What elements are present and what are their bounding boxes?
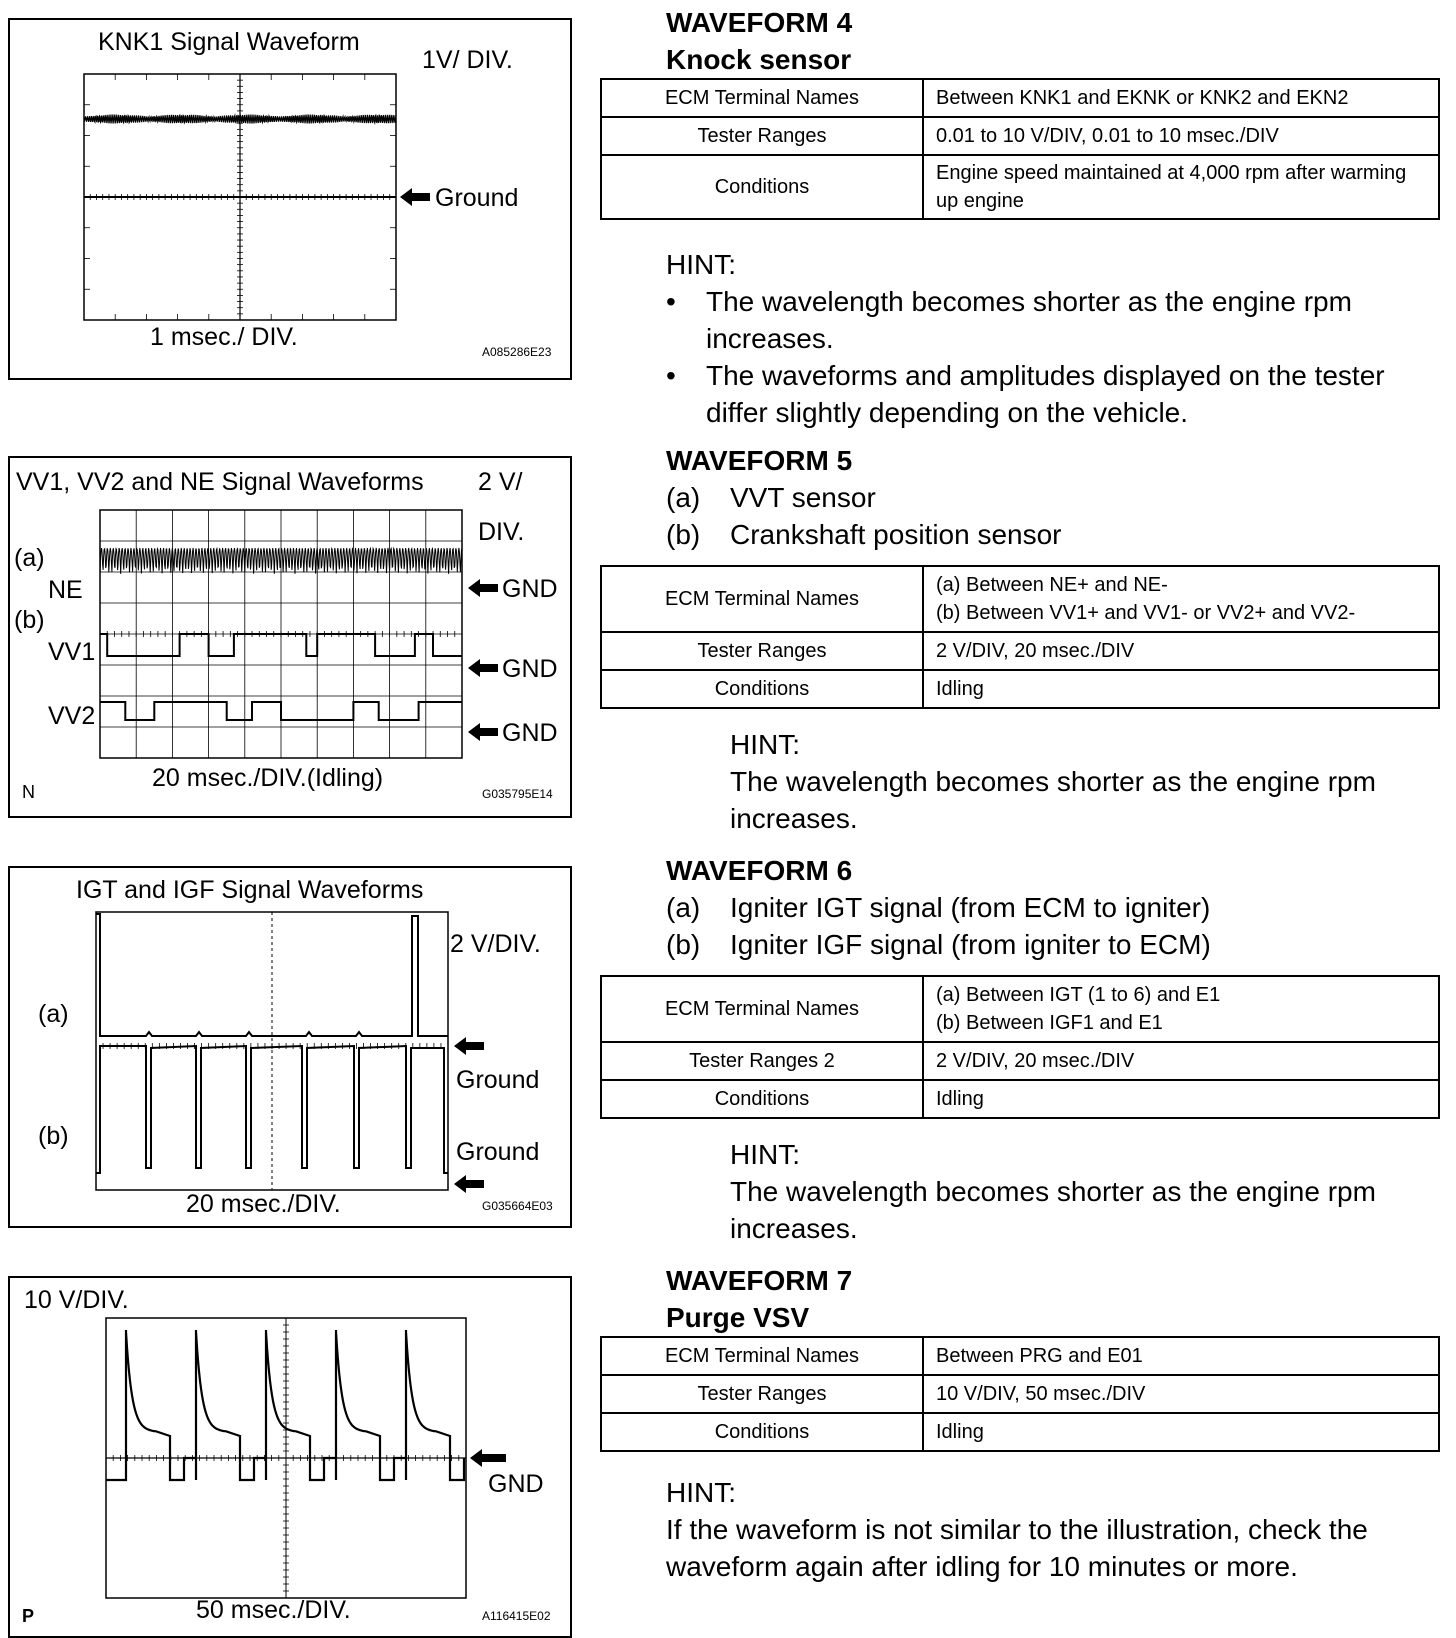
- table-row: [601, 632, 1439, 670]
- table-row: [601, 566, 1439, 632]
- igt-label-a: (a): [38, 1000, 69, 1028]
- spec-key: Tester Ranges: [601, 117, 923, 155]
- igt-igf-scale-v: 2 V/DIV.: [450, 930, 541, 958]
- vv-ne-corner-letter: N: [22, 782, 35, 802]
- spec-value: Engine speed maintained at 4,000 rpm after warming up engine: [923, 155, 1439, 219]
- waveform7-subtitle: Purge VSV: [666, 1302, 810, 1333]
- waveform4-title: WAVEFORM 4: [666, 7, 853, 38]
- spec-value-line: (b) Between VV1+ and VV1- or VV2+ and VV2-: [936, 602, 1356, 624]
- vv-ne-scale-t: 20 msec./DIV.(Idling): [152, 764, 384, 792]
- item-text: Crankshaft position sensor: [730, 519, 1062, 550]
- waveform6-spec-table: [600, 975, 1440, 1119]
- waveform6-heading: [666, 852, 1211, 963]
- knk1-scale-v: 1V/ DIV.: [422, 46, 513, 74]
- vv1-gnd-label: GND: [502, 655, 558, 683]
- waveform7-hint-label: HINT:: [666, 1477, 736, 1508]
- knk1-ground-label: Ground: [435, 184, 519, 212]
- purge-corner-letter: P: [22, 1606, 35, 1626]
- vv2-signal-trace: [100, 702, 462, 720]
- waveform4-heading: [666, 4, 852, 78]
- purge-ground-arrow-icon: [470, 1449, 506, 1467]
- waveform6-hint-label: HINT:: [730, 1139, 800, 1170]
- vv-ne-figure-code: G035795E14: [482, 787, 553, 801]
- ne-gnd-label: GND: [502, 575, 558, 603]
- knk1-figure-code: A085286E23: [482, 345, 552, 359]
- vv-ne-label-a: (a): [14, 544, 45, 572]
- list-item: [666, 479, 1062, 516]
- waveform7-hint-text: If the waveform is not similar to the illustration, check the waveform again after idling for 10 minutes or more.: [666, 1514, 1368, 1582]
- vv-ne-label-vv2: VV2: [48, 702, 96, 730]
- waveform7-title: WAVEFORM 7: [666, 1265, 853, 1296]
- table-row: [601, 976, 1439, 1042]
- purge-scale-v: 10 V/DIV.: [24, 1286, 129, 1314]
- vv-ne-scale-v-1: 2 V/: [478, 468, 523, 496]
- knk1-waveform-plot: [10, 20, 570, 378]
- igt-ground-label: Ground: [456, 1066, 540, 1094]
- waveform5-hint-text: The wavelength becomes shorter as the engine rpm increases.: [730, 766, 1376, 834]
- waveform6-hint-text: The wavelength becomes shorter as the engine rpm increases.: [730, 1176, 1376, 1244]
- item-label: (a): [666, 892, 701, 923]
- spec-key: Conditions: [601, 670, 923, 708]
- spec-key: ECM Terminal Names: [601, 976, 923, 1042]
- spec-value: Idling: [923, 1080, 1439, 1118]
- waveform4-hint-label: HINT:: [666, 249, 736, 280]
- igt-igf-waveform-plot: [10, 868, 570, 1226]
- spec-key: Conditions: [601, 1080, 923, 1118]
- waveform7-spec-table: [600, 1336, 1440, 1452]
- list-item: [666, 926, 1211, 963]
- vv-ne-scale-v-2: DIV.: [478, 518, 525, 546]
- item-text: VVT sensor: [730, 482, 876, 513]
- knk1-waveform-figure: [8, 18, 572, 380]
- table-row: [601, 1042, 1439, 1080]
- table-row: [601, 79, 1439, 117]
- list-item: [666, 889, 1211, 926]
- igt-igf-figure-code: G035664E03: [482, 1199, 553, 1213]
- waveform5-heading: [666, 442, 1062, 553]
- vv2-ground-arrow-icon: [468, 723, 498, 741]
- spec-value: 2 V/DIV, 20 msec./DIV: [923, 632, 1439, 670]
- waveform5-title: WAVEFORM 5: [666, 445, 853, 476]
- spec-key: Conditions: [601, 155, 923, 219]
- igf-ground-label: Ground: [456, 1138, 540, 1166]
- waveform4-spec-table: [600, 78, 1440, 220]
- spec-key: ECM Terminal Names: [601, 1337, 923, 1375]
- purge-figure-code: A116415E02: [482, 1609, 551, 1623]
- waveform7-hint: [666, 1474, 1436, 1585]
- table-row: [601, 1337, 1439, 1375]
- list-item: • The wavelength becomes shorter as the engine rpm increases.: [666, 283, 1436, 357]
- knk1-title: KNK1 Signal Waveform: [98, 28, 360, 56]
- vv-ne-title: VV1, VV2 and NE Signal Waveforms: [16, 468, 424, 496]
- igt-igf-waveform-figure: [8, 866, 572, 1228]
- vv-ne-label-ne: NE: [48, 576, 83, 604]
- table-row: [601, 1375, 1439, 1413]
- waveform5-hint: [730, 726, 1436, 837]
- igf-ground-arrow-icon: [454, 1175, 484, 1193]
- waveform4-hint: [666, 246, 1436, 431]
- vv2-gnd-label: GND: [502, 719, 558, 747]
- waveform5-spec-table: [600, 565, 1440, 709]
- vv-ne-waveform-figure: [8, 456, 572, 818]
- vv-ne-label-b: (b): [14, 606, 45, 634]
- waveform4-subtitle: Knock sensor: [666, 44, 852, 75]
- spec-value: Idling: [923, 1413, 1439, 1451]
- table-row: [601, 117, 1439, 155]
- table-row: [601, 1413, 1439, 1451]
- spec-value: 10 V/DIV, 50 msec./DIV: [923, 1375, 1439, 1413]
- igt-igf-grid: [96, 912, 448, 1190]
- knk1-ground-arrow-icon: [400, 188, 430, 206]
- table-row: [601, 670, 1439, 708]
- waveform7-heading: [666, 1262, 852, 1336]
- spec-value: 2 V/DIV, 20 msec./DIV: [923, 1042, 1439, 1080]
- list-item: [666, 516, 1062, 553]
- item-text: Igniter IGT signal (from ECM to igniter): [730, 892, 1211, 923]
- waveform6-hint: [730, 1136, 1436, 1247]
- table-row: [601, 155, 1439, 219]
- spec-value: [923, 566, 1439, 632]
- igt-igf-scale-t: 20 msec./DIV.: [186, 1190, 341, 1218]
- knk1-scale-t: 1 msec./ DIV.: [150, 323, 298, 351]
- item-label: (b): [666, 929, 701, 960]
- igf-label-b: (b): [38, 1122, 69, 1150]
- vv-ne-label-vv1: VV1: [48, 638, 96, 666]
- spec-value: 0.01 to 10 V/DIV, 0.01 to 10 msec./DIV: [923, 117, 1439, 155]
- spec-value-line: (a) Between IGT (1 to 6) and E1: [936, 984, 1221, 1006]
- purge-scale-t: 50 msec./DIV.: [196, 1596, 351, 1624]
- spec-value: Between PRG and E01: [923, 1337, 1439, 1375]
- igt-ground-arrow-icon: [454, 1037, 484, 1055]
- igt-igf-title: IGT and IGF Signal Waveforms: [76, 876, 424, 904]
- purge-grid: [106, 1318, 466, 1598]
- vv-ne-waveform-plot: [10, 458, 570, 816]
- waveform6-title: WAVEFORM 6: [666, 855, 853, 886]
- purge-gnd-label: GND: [488, 1470, 544, 1498]
- spec-value: [923, 976, 1439, 1042]
- item-label: (b): [666, 519, 701, 550]
- spec-key: ECM Terminal Names: [601, 566, 923, 632]
- item-label: (a): [666, 482, 701, 513]
- purge-vsv-waveform-figure: [8, 1276, 572, 1638]
- spec-key: Tester Ranges 2: [601, 1042, 923, 1080]
- table-row: [601, 1080, 1439, 1118]
- item-text: Igniter IGF signal (from igniter to ECM): [730, 929, 1211, 960]
- list-item: • The waveforms and amplitudes displayed on the tester differ slightly depending on the vehicle.: [666, 357, 1436, 431]
- spec-value: Between KNK1 and EKNK or KNK2 and EKN2: [923, 79, 1439, 117]
- spec-key: Tester Ranges: [601, 1375, 923, 1413]
- spec-value: Idling: [923, 670, 1439, 708]
- waveform4-hint-list: [666, 283, 1436, 431]
- spec-value-line: (b) Between IGF1 and E1: [936, 1012, 1163, 1034]
- waveform5-hint-label: HINT:: [730, 729, 800, 760]
- purge-vsv-waveform-plot: [10, 1278, 570, 1636]
- spec-value-line: (a) Between NE+ and NE-: [936, 574, 1168, 596]
- spec-key: Conditions: [601, 1413, 923, 1451]
- spec-key: Tester Ranges: [601, 632, 923, 670]
- ne-ground-arrow-icon: [468, 579, 498, 597]
- knk1-signal-trace: [84, 115, 396, 124]
- vv1-ground-arrow-icon: [468, 659, 498, 677]
- spec-key: ECM Terminal Names: [601, 79, 923, 117]
